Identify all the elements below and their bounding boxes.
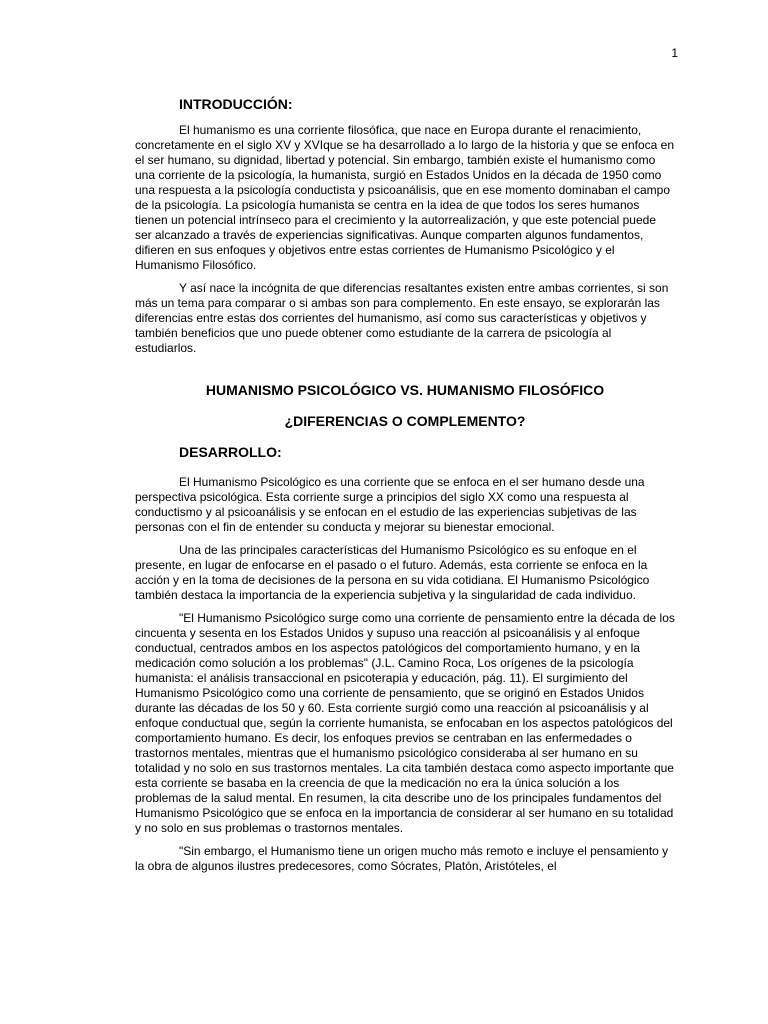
document-body [135,96,675,882]
development-heading: DESARROLLO: [179,444,282,460]
essay-title-block [135,382,675,430]
development-paragraph: Una de las principales características del Humanismo Psicológico es su enfoque en el presente, en lugar de enfocarse en el pasado o el futuro. Además, esta corriente se enfoca en la acción y en la toma de decisiones de la persona en su vida cotidiana. El Humanismo Psicológico también destaca la importancia de la experiencia subjetiva y la singularidad de cada individuo. [135,543,650,602]
intro-paragraph: Y así nace la incógnita de que diferencias resaltantes existen entre ambas corrientes, si son más un tema para comparar o si ambas son para complemento. En este ensayo, se explorarán las diferencias entre estas dos corrientes del humanismo, así como sus características y objetivos y también beneficios que uno puede obtener como estudiante de la carrera de psicología al estudiarlos. [135,281,669,355]
intro-heading: INTRODUCCIÓN: [179,96,293,112]
essay-subtitle: ¿DIFERENCIAS O COMPLEMENTO? [284,413,526,429]
development-paragraph: "El Humanismo Psicológico surge como una corriente de pensamiento entre la década de los cincuenta y sesenta en los Estados Unidos y supuso una reacción al psicoanálisis y al enfoque conductual, centrados ambos en los aspectos patológicos del comportamiento humano, y en la medicación como solución a los problemas" (J.L. Camino Roca, Los orígenes de la psicología humanista: el análisis transaccional en psicoterapia y educación, pág. 11). El surgimiento del Humanismo Psicológico como una corriente de pensamiento, que se originó en Estados Unidos durante las décadas de los 50 y 60. Esta corriente surgió como una reacción al psicoanálisis y al enfoque conductual que, según la corriente humanista, se enfocaban en los aspectos patológicos del comportamiento humano. Es decir, los enfoques previos se centraban en las enfermedades o trastornos mentales, mientras que el humanismo psicológico consideraba al ser humano en su totalidad y no solo en sus trastornos mentales. La cita también destaca como aspecto importante que esta corriente se basaba en la creencia de que la medicación no era la única solución a los problemas de la salud mental. En resumen, la cita describe uno de los principales fundamentos del Humanismo Psicológico que se enfoca en la importancia de considerar al ser humano en su totalidad y no solo en sus problemas o trastornos mentales. [135,611,675,835]
development-paragraph: El Humanismo Psicológico es una corriente que se enfoca en el ser humano desde una perspectiva psicológica. Esta corriente surge a principios del siglo XX como una respuesta al conductismo y al psicoanálisis y se enfocan en el estudio de las experiencias subjetivas de las personas con el fin de entender su conducta y mejorar su bienestar emocional. [135,475,645,534]
development-paragraph: "Sin embargo, el Humanismo tiene un origen mucho más remoto e incluye el pensamiento y la obra de algunos ilustres predecesores, como Sócrates, Platón, Aristóteles, el [135,844,669,873]
essay-title: HUMANISMO PSICOLÓGICO VS. HUMANISMO FILOSÓFICO [205,382,605,398]
intro-paragraph: El humanismo es una corriente filosófica, que nace en Europa durante el renacimiento, concretamente en el siglo XV y XVIque se ha desarrollado a lo largo de la historia y que se enfoca en el ser humano, su dignidad, libertad y potencial. Sin embargo, también existe el humanismo como una corriente de la psicología, la humanista, surgió en Estados Unidos en la década de 1950 como una respuesta a la psicología conductista y psicoanálisis, que en ese momento dominaban el campo de la psicología. La psicología humanista se centra en la idea de que todos los seres humanos tienen un potencial intrínseco para el crecimiento y la autorrealización, y que este potencial puede ser alcanzado a través de experiencias significativas. Aunque comparten algunos fundamentos, difieren en sus enfoques y objetivos entre estas corrientes de Humanismo Psicológico y el Humanismo Filosófico. [135,123,674,272]
page-number: 1 [671,46,678,60]
